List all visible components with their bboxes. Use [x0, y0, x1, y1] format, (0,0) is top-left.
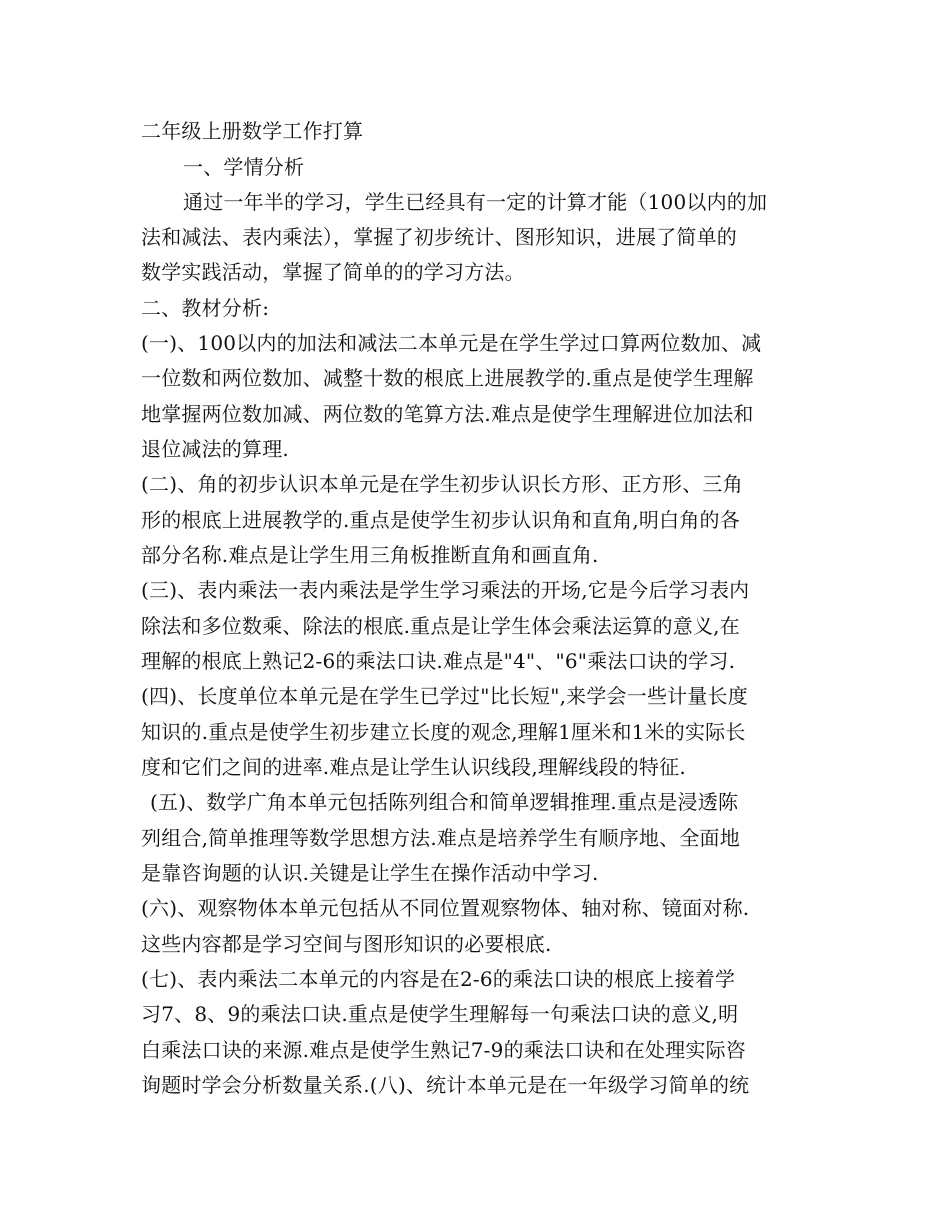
unit-7-line: 习7、8、9的乘法口诀.重点是使学生理解每一句乘法口诀的意义,明: [141, 1002, 739, 1026]
section-heading-textbook-analysis: 二、教材分析:: [141, 296, 270, 320]
unit-3-line: 除法和多位数乘、除法的根底.重点是让学生体会乘法运算的意义,在: [141, 614, 740, 638]
unit-7-line: 询题时学会分析数量关系.(八)、统计本单元是在一年级学习简单的统: [141, 1073, 750, 1097]
unit-7-line: 白乘法口诀的来源.难点是使学生熟记7-9的乘法口诀和在处理实际咨: [141, 1038, 746, 1062]
paragraph-line: 法和减法、表内乘法），掌握了初步统计、图形知识，进展了简单的: [141, 225, 737, 249]
unit-2-line: (二)、角的初步认识本单元是在学生初步认识长方形、正方形、三角: [141, 472, 743, 496]
section-heading-learning-analysis: 一、学情分析: [183, 155, 305, 179]
unit-2-line: 形的根底上进展教学的.重点是使学生初步认识角和直角,明白角的各: [141, 508, 740, 532]
unit-4-line: 知识的.重点是使学生初步建立长度的观念,理解1厘米和1米的实际长: [141, 720, 746, 744]
unit-5-line: 是靠咨询题的认识.关键是让学生在操作活动中学习.: [141, 861, 599, 885]
unit-7-line: (七)、表内乘法二本单元的内容是在2-6的乘法口诀的根底上接着学: [141, 967, 736, 991]
unit-1-line: 地掌握两位数加减、两位数的笔算方法.难点是使学生理解进位加法和: [141, 402, 754, 426]
paragraph-line: 数学实践活动，掌握了简单的的学习方法。: [141, 260, 525, 284]
unit-5-line: (五)、数学广角本单元包括陈列组合和简单逻辑推理.重点是浸透陈: [150, 790, 739, 814]
unit-3-line: 理解的根底上熟记2-6的乘法口诀.难点是"4"、"6"乘法口诀的学习.: [141, 649, 736, 673]
unit-3-line: (三)、表内乘法一表内乘法是学生学习乘法的开场,它是今后学习表内: [141, 578, 750, 602]
unit-6-line: 这些内容都是学习空间与图形知识的必要根底.: [141, 932, 552, 956]
unit-1-line: 退位减法的算理.: [141, 437, 289, 461]
unit-1-line: (一)、100以内的加法和减法二本单元是在学生学过口算两位数加、减: [141, 331, 762, 355]
unit-5-line: 列组合,简单推理等数学思想方法.难点是培养学生有顺序地、全面地: [141, 826, 740, 850]
paragraph-line: 通过一年半的学习，学生已经具有一定的计算才能（100以内的加: [183, 190, 768, 214]
unit-2-line: 部分名称.难点是让学生用三角板推断直角和画直角.: [141, 543, 599, 567]
unit-1-line: 一位数和两位数加、减整十数的根底上进展教学的.重点是使学生理解: [141, 366, 754, 390]
document-title: 二年级上册数学工作打算: [141, 119, 364, 143]
unit-6-line: (六)、观察物体本单元包括从不同位置观察物体、轴对称、镜面对称.: [141, 896, 750, 920]
unit-4-line: 度和它们之间的进率.难点是让学生认识线段,理解线段的特征.: [141, 755, 686, 779]
unit-4-line: (四)、长度单位本单元是在学生已学过"比长短",来学会一些计量长度: [141, 684, 748, 708]
